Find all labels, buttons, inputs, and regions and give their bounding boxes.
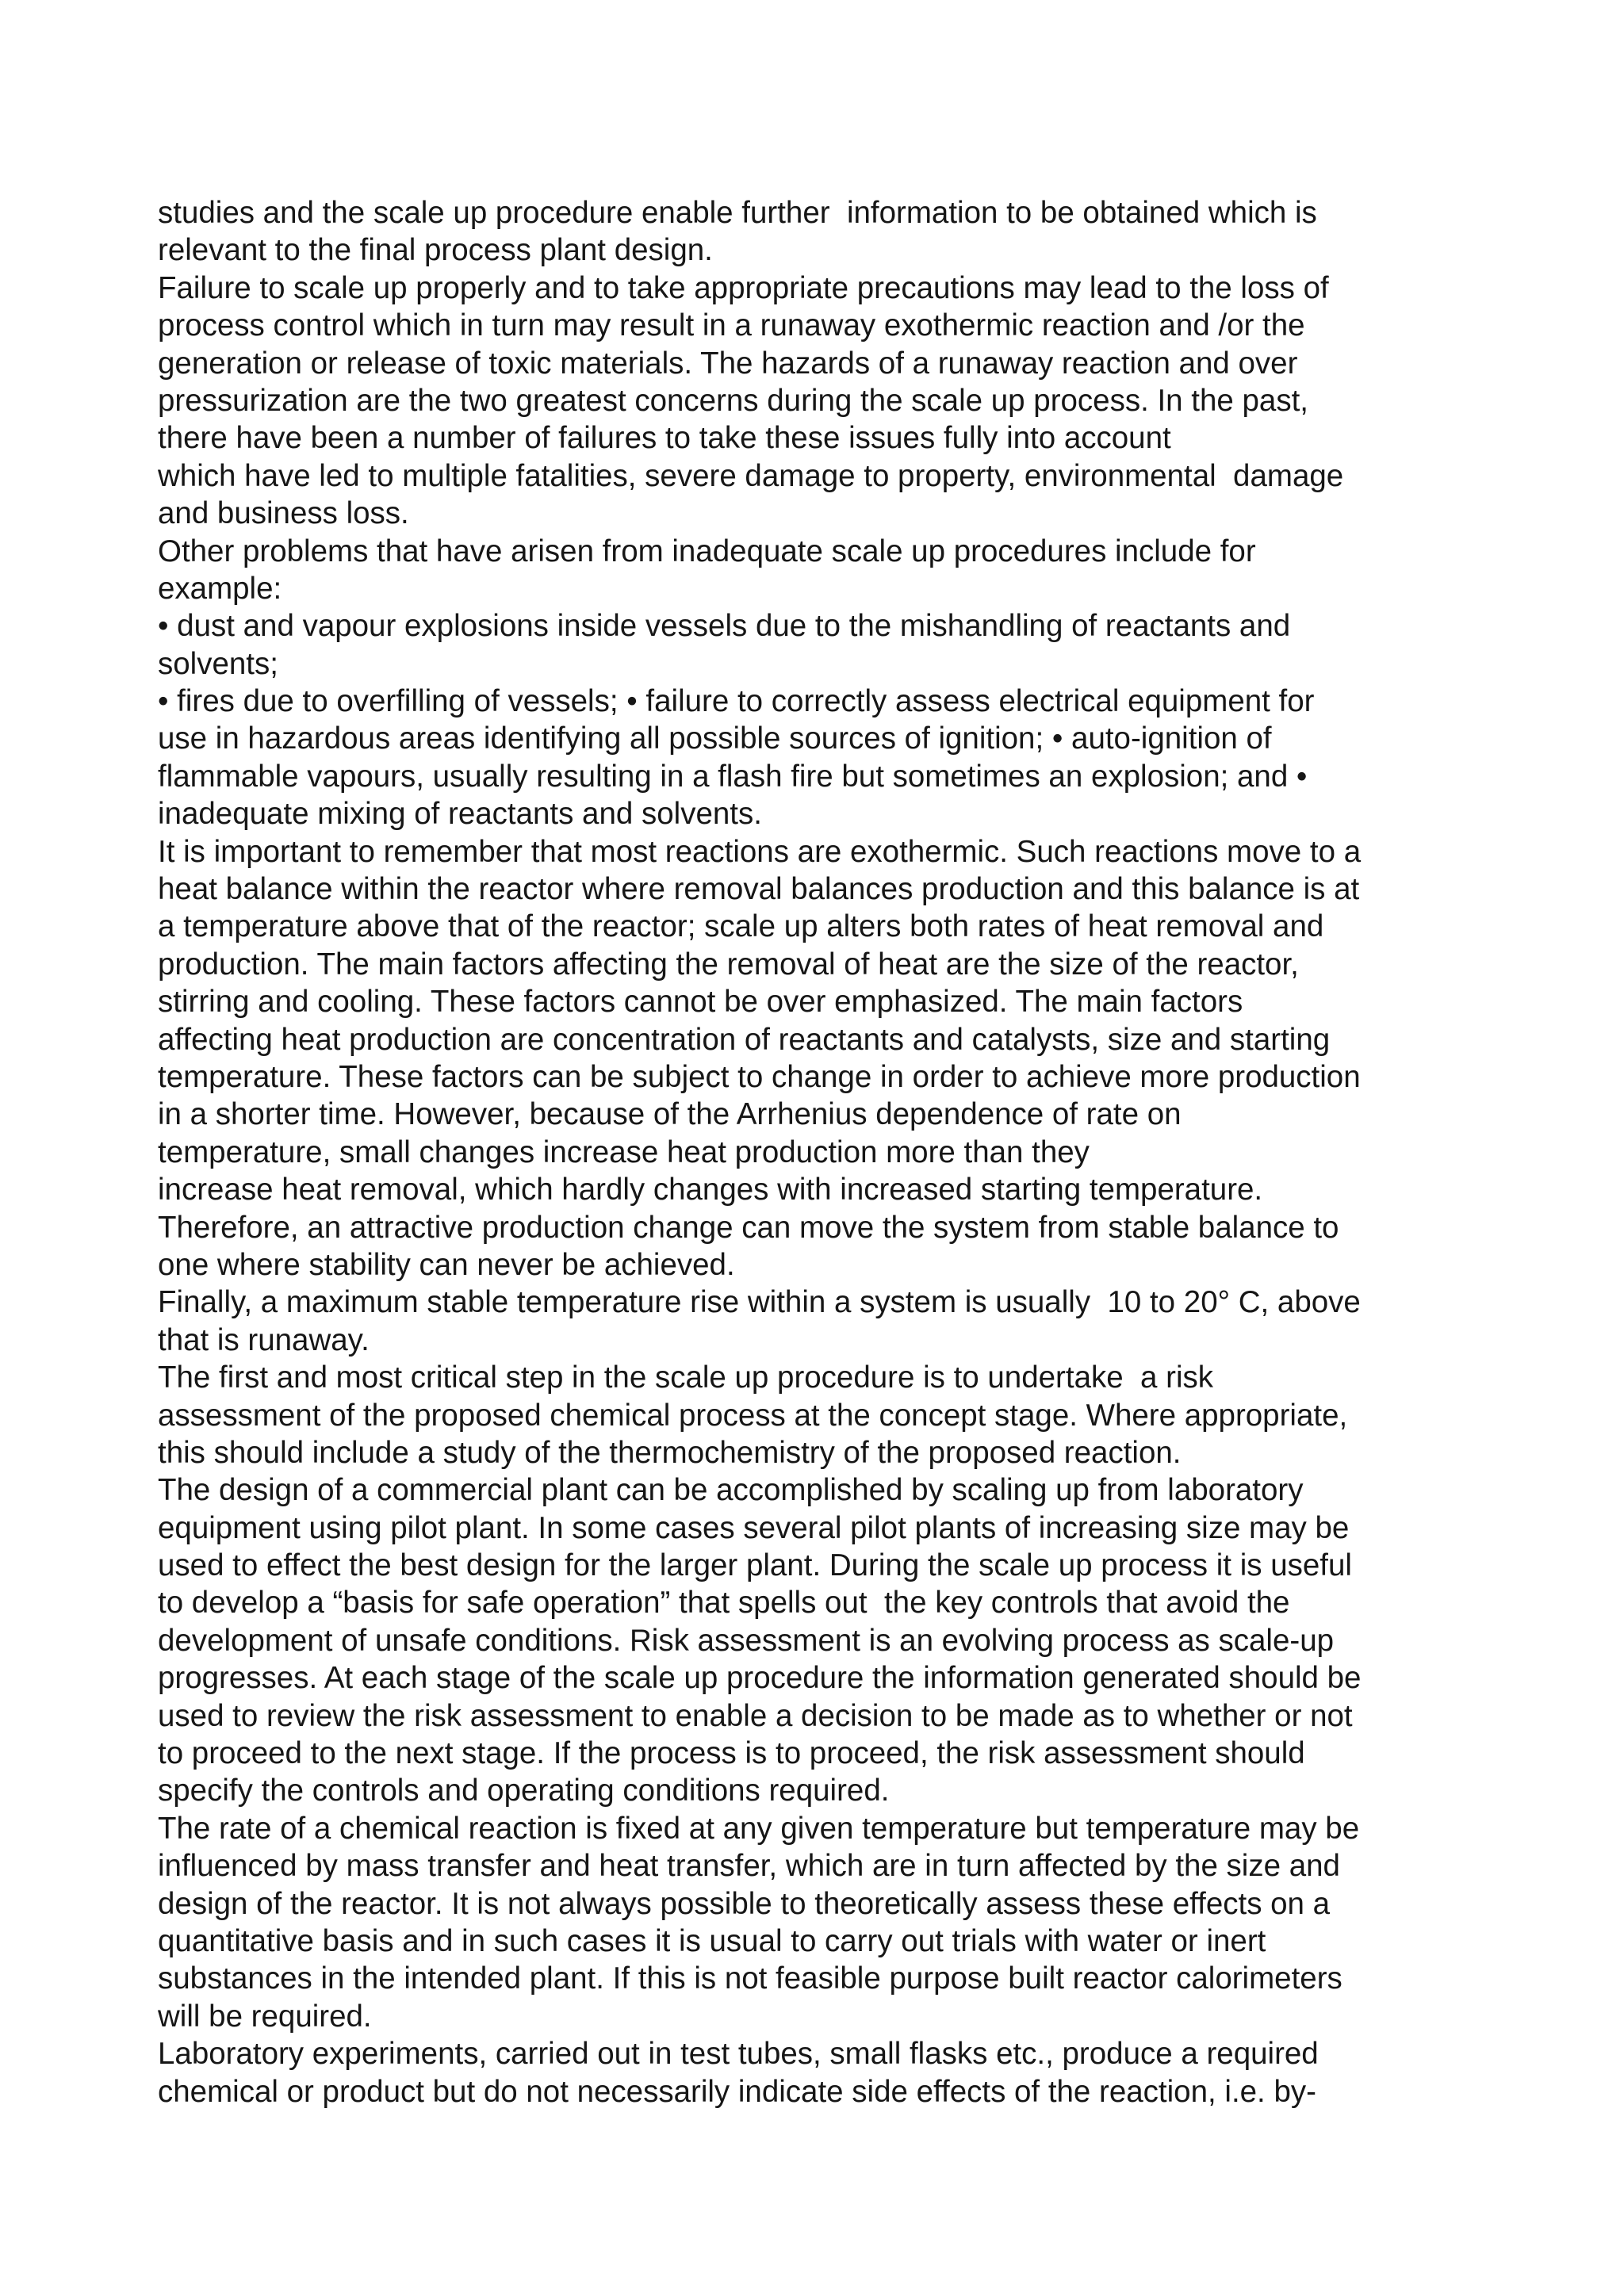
- text-line: generation or release of toxic materials. The hazards of a runaway reaction and over: [158, 346, 1298, 381]
- text-line: increase heat removal, which hardly changes with increased starting temperature.: [158, 1173, 1263, 1207]
- text-line: temperature. These factors can be subject to change in order to achieve more production: [158, 1059, 1361, 1094]
- text-line: in a shorter time. However, because of the Arrhenius dependence of rate on: [158, 1097, 1182, 1132]
- text-line: that is runaway.: [158, 1322, 370, 1357]
- text-line: substances in the intended plant. If this is not feasible purpose built reactor calorimeters: [158, 1961, 1342, 1996]
- text-line: influenced by mass transfer and heat transfer, which are in turn affected by the size and: [158, 1849, 1340, 1884]
- text-line: development of unsafe conditions. Risk assessment is an evolving process as scale-up: [158, 1623, 1335, 1658]
- text-line: Finally, a maximum stable temperature rise within a system is usually 10 to 20° C, above: [158, 1285, 1361, 1320]
- text-line: which have led to multiple fatalities, severe damage to property, environmental damage: [158, 458, 1344, 493]
- text-line: temperature, small changes increase heat production more than they: [158, 1135, 1090, 1169]
- text-line: to develop a “basis for safe operation” that spells out the key controls that avoid the: [158, 1586, 1290, 1621]
- text-line: assessment of the proposed chemical process at the concept stage. Where appropriate,: [158, 1398, 1348, 1433]
- text-line: • dust and vapour explosions inside vessels due to the mishandling of reactants and: [158, 609, 1291, 644]
- text-line: The design of a commercial plant can be accomplished by scaling up from laboratory: [158, 1473, 1304, 1508]
- text-line: The first and most critical step in the scale up procedure is to undertake a risk: [158, 1360, 1214, 1395]
- text-line: there have been a number of failures to take these issues fully into account: [158, 421, 1171, 456]
- text-line: this should include a study of the thermochemistry of the proposed reaction.: [158, 1435, 1182, 1470]
- text-line: studies and the scale up procedure enable further information to be obtained which is: [158, 196, 1317, 230]
- text-line: The rate of a chemical reaction is fixed at any given temperature but temperature may be: [158, 1811, 1360, 1846]
- text-line: inadequate mixing of reactants and solvents.: [158, 797, 762, 832]
- text-line: a temperature above that of the reactor; scale up alters both rates of heat removal and: [158, 909, 1324, 944]
- text-line: used to review the risk assessment to enable a decision to be made as to whether or not: [158, 1698, 1353, 1733]
- text-line: • fires due to overfilling of vessels; • failure to correctly assess electrical equipment for: [158, 684, 1315, 719]
- text-line: flammable vapours, usually resulting in a flash fire but sometimes an explosion; and •: [158, 759, 1308, 794]
- text-line: use in hazardous areas identifying all possible sources of ignition; • auto-ignition of: [158, 721, 1272, 756]
- text-line: Laboratory experiments, carried out in test tubes, small flasks etc., produce a required: [158, 2037, 1319, 2072]
- text-line: heat balance within the reactor where removal balances production and this balance is at: [158, 872, 1360, 907]
- text-line: design of the reactor. It is not always possible to theoretically assess these effects on a: [158, 1886, 1331, 1921]
- text-line: chemical or product but do not necessarily indicate side effects of the reaction, i.e. by-: [158, 2074, 1316, 2109]
- text-line: one where stability can never be achieved.: [158, 1247, 735, 1282]
- body-text: [158, 194, 1474, 2110]
- text-line: example:: [158, 571, 282, 606]
- text-line: pressurization are the two greatest concerns during the scale up process. In the past,: [158, 383, 1308, 418]
- text-line: Failure to scale up properly and to take appropriate precautions may lead to the loss of: [158, 270, 1329, 305]
- text-line: process control which in turn may result in a runaway exothermic reaction and /or the: [158, 308, 1305, 343]
- document-page: [158, 194, 1474, 2110]
- text-line: used to effect the best design for the larger plant. During the scale up process it is useful: [158, 1548, 1352, 1583]
- text-line: affecting heat production are concentration of reactants and catalysts, size and starting: [158, 1022, 1331, 1057]
- text-line: progresses. At each stage of the scale up procedure the information generated should be: [158, 1661, 1362, 1696]
- text-line: stirring and cooling. These factors cannot be over emphasized. The main factors: [158, 985, 1243, 1020]
- text-line: Other problems that have arisen from inadequate scale up procedures include for: [158, 534, 1256, 568]
- text-line: will be required.: [158, 1999, 372, 2034]
- text-line: quantitative basis and in such cases it is usual to carry out trials with water or inert: [158, 1923, 1266, 1958]
- text-line: relevant to the final process plant design.: [158, 233, 713, 268]
- text-line: It is important to remember that most reactions are exothermic. Such reactions move to a: [158, 834, 1362, 869]
- text-line: specify the controls and operating conditions required.: [158, 1774, 890, 1808]
- text-line: equipment using pilot plant. In some cases several pilot plants of increasing size may be: [158, 1510, 1350, 1545]
- text-line: solvents;: [158, 646, 278, 681]
- text-line: to proceed to the next stage. If the process is to proceed, the risk assessment should: [158, 1736, 1305, 1771]
- text-line: and business loss.: [158, 496, 409, 531]
- text-line: production. The main factors affecting the removal of heat are the size of the reactor,: [158, 947, 1299, 982]
- text-line: Therefore, an attractive production change can move the system from stable balance to: [158, 1210, 1339, 1245]
